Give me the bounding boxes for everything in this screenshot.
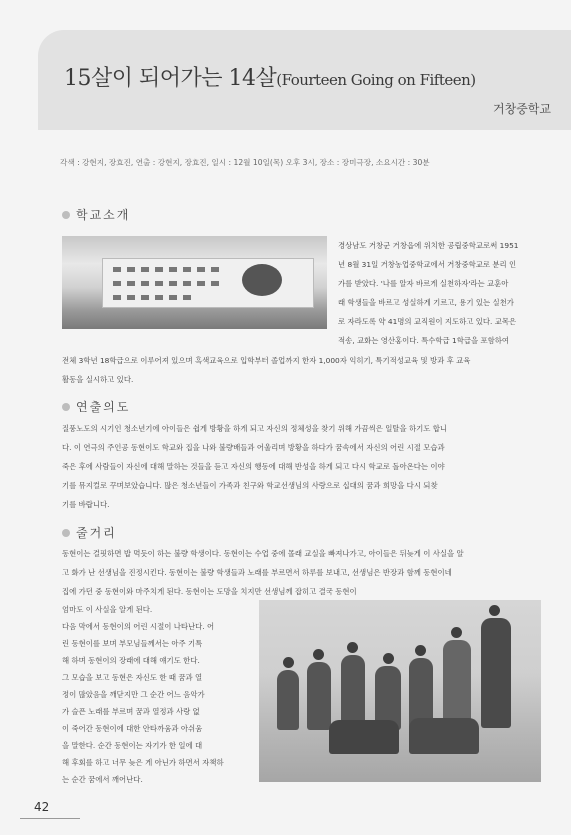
title-korean: 15살이 되어가는 14살: [64, 66, 277, 91]
text-line: 질풍노도의 시기인 청소년기에 아이들은 쉽게 방황을 하게 되고 자신의 정체성을 찾기 위해 가끔씩은 일탈을 하기도 합니: [62, 424, 448, 433]
text-line: 다. 이 연극의 주인공 동현이도 학교와 집을 나와 불량배들과 어울리며 방황을 하다가 꿈속에서 자신의 어린 시절 모습과: [62, 443, 445, 452]
text-line: 기를 뮤지컬로 꾸며보았습니다. 많은 청소년들이 가족과 친구와 학교선생님의 사랑으로 십대의 꿈과 희망을 다시 되찾: [62, 481, 438, 490]
credits-line: 각색 : 강현지, 장효진, 연출 : 강현지, 장효진, 일시 : 12월 10일(목) 오후 3시, 장소 : 장미극장, 소요시간 : 30분: [60, 158, 430, 167]
performance-photo: [259, 600, 541, 782]
title-english: (Fourteen Going on Fifteen): [276, 71, 476, 89]
divider: [20, 818, 80, 819]
text-line: 래 학생들을 바르고 성실하게 기르고, 용기 있는 실천가: [338, 298, 514, 307]
section-heading-text: 학교소개: [76, 208, 131, 222]
page-number: 42: [34, 800, 50, 814]
text-line: 동현이는 걸핏하면 밥 먹듯이 하는 불량 학생이다. 동현이는 수업 중에 몰래 교실을 빠져나가고, 아이들은 뒤늦게 이 사실을 알: [62, 549, 464, 558]
bullet-icon: [62, 211, 70, 219]
directing-intent-text: [62, 419, 544, 514]
text-line: 고 화가 난 선생님을 진정시킨다. 동현이는 불량 학생들과 노래를 부르면서 하루를 보내고, 선생님은 반장과 함께 동현이네: [62, 568, 452, 577]
text-line: 엄마도 이 사실을 알게 된다.: [62, 605, 153, 614]
text-line: 기를 바랍니다.: [62, 500, 110, 509]
text-line: 년 8월 31일 거창농업중학교에서 거창중학교로 분리 인: [338, 260, 517, 269]
pine-tree-shape: [242, 264, 282, 296]
text-line: 린 동현이를 보며 부모님들께서는 아주 기특: [62, 639, 203, 648]
synopsis-side-text: [62, 601, 258, 788]
text-line: 경상남도 거창군 거창읍에 위치한 공립중학교로써 1951: [338, 241, 519, 250]
page-number-box: [20, 793, 80, 821]
text-line: 집에 가던 중 동현이와 마주치게 된다. 동현이는 도망을 치지만 선생님께 잡히고 결국 동현이: [62, 587, 357, 596]
school-name: 거창중학교: [493, 102, 551, 116]
section-heading-synopsis: [62, 524, 117, 541]
school-intro-full-text: [62, 351, 544, 389]
text-line: 정이 많았음을 깨닫지만 그 순간 어느 음악가: [62, 690, 205, 699]
school-building-photo: [62, 236, 327, 329]
section-heading-text: 줄거리: [76, 526, 117, 540]
section-heading-directing-intent: [62, 398, 130, 415]
text-line: 로 자라도록 약 41명의 교직원이 지도하고 있다. 교목은: [338, 317, 517, 326]
text-line: 활동을 실시하고 있다.: [62, 375, 134, 384]
text-line: 해 후회를 하고 너무 늦은 게 아닌가 하면서 자책하: [62, 758, 224, 767]
school-intro-side-text: [338, 236, 543, 350]
text-line: 는 순간 꿈에서 깨어난다.: [62, 775, 143, 784]
synopsis-full-text: [62, 544, 544, 601]
text-line: 다음 막에서 동현이의 어린 시절이 나타난다. 어: [62, 622, 215, 631]
text-line: 가를 받았다. '나를 알자 바르게 실천하자'라는 교훈아: [338, 279, 509, 288]
text-line: 가 슬픈 노래를 부르며 꿈과 열정과 사랑 없: [62, 707, 200, 716]
text-line: 을 말한다. 순간 동현이는 자기가 한 일에 대: [62, 741, 203, 750]
text-line: 이 죽어간 동현이에 대한 안타까움과 아쉬움: [62, 724, 203, 733]
text-line: 죽은 후에 사람들이 자신에 대해 말하는 것들을 듣고 자신의 행동에 대해 반성을 하게 되고 다시 학교로 돌아온다는 이야: [62, 462, 445, 471]
section-heading-school-intro: [62, 206, 130, 223]
school-building-shape: [102, 258, 314, 308]
page-title: [64, 61, 476, 92]
text-line: 해 하며 동현이의 장래에 대해 얘기도 한다.: [62, 656, 200, 665]
text-line: 전체 3학년 18학급으로 이루어져 있으며 흑색교육으로 입학부터 졸업까지 한자 1,000자 익히기, 특기적성교육 및 방과 후 교육: [62, 356, 471, 365]
section-heading-text: 연출의도: [76, 400, 131, 414]
text-line: 그 모습을 보고 동현은 자신도 한 때 꿈과 열: [62, 673, 203, 682]
bullet-icon: [62, 403, 70, 411]
text-line: 적송, 교화는 영산홍이다. 특수학급 1학급을 포함하여: [338, 336, 510, 345]
bullet-icon: [62, 529, 70, 537]
